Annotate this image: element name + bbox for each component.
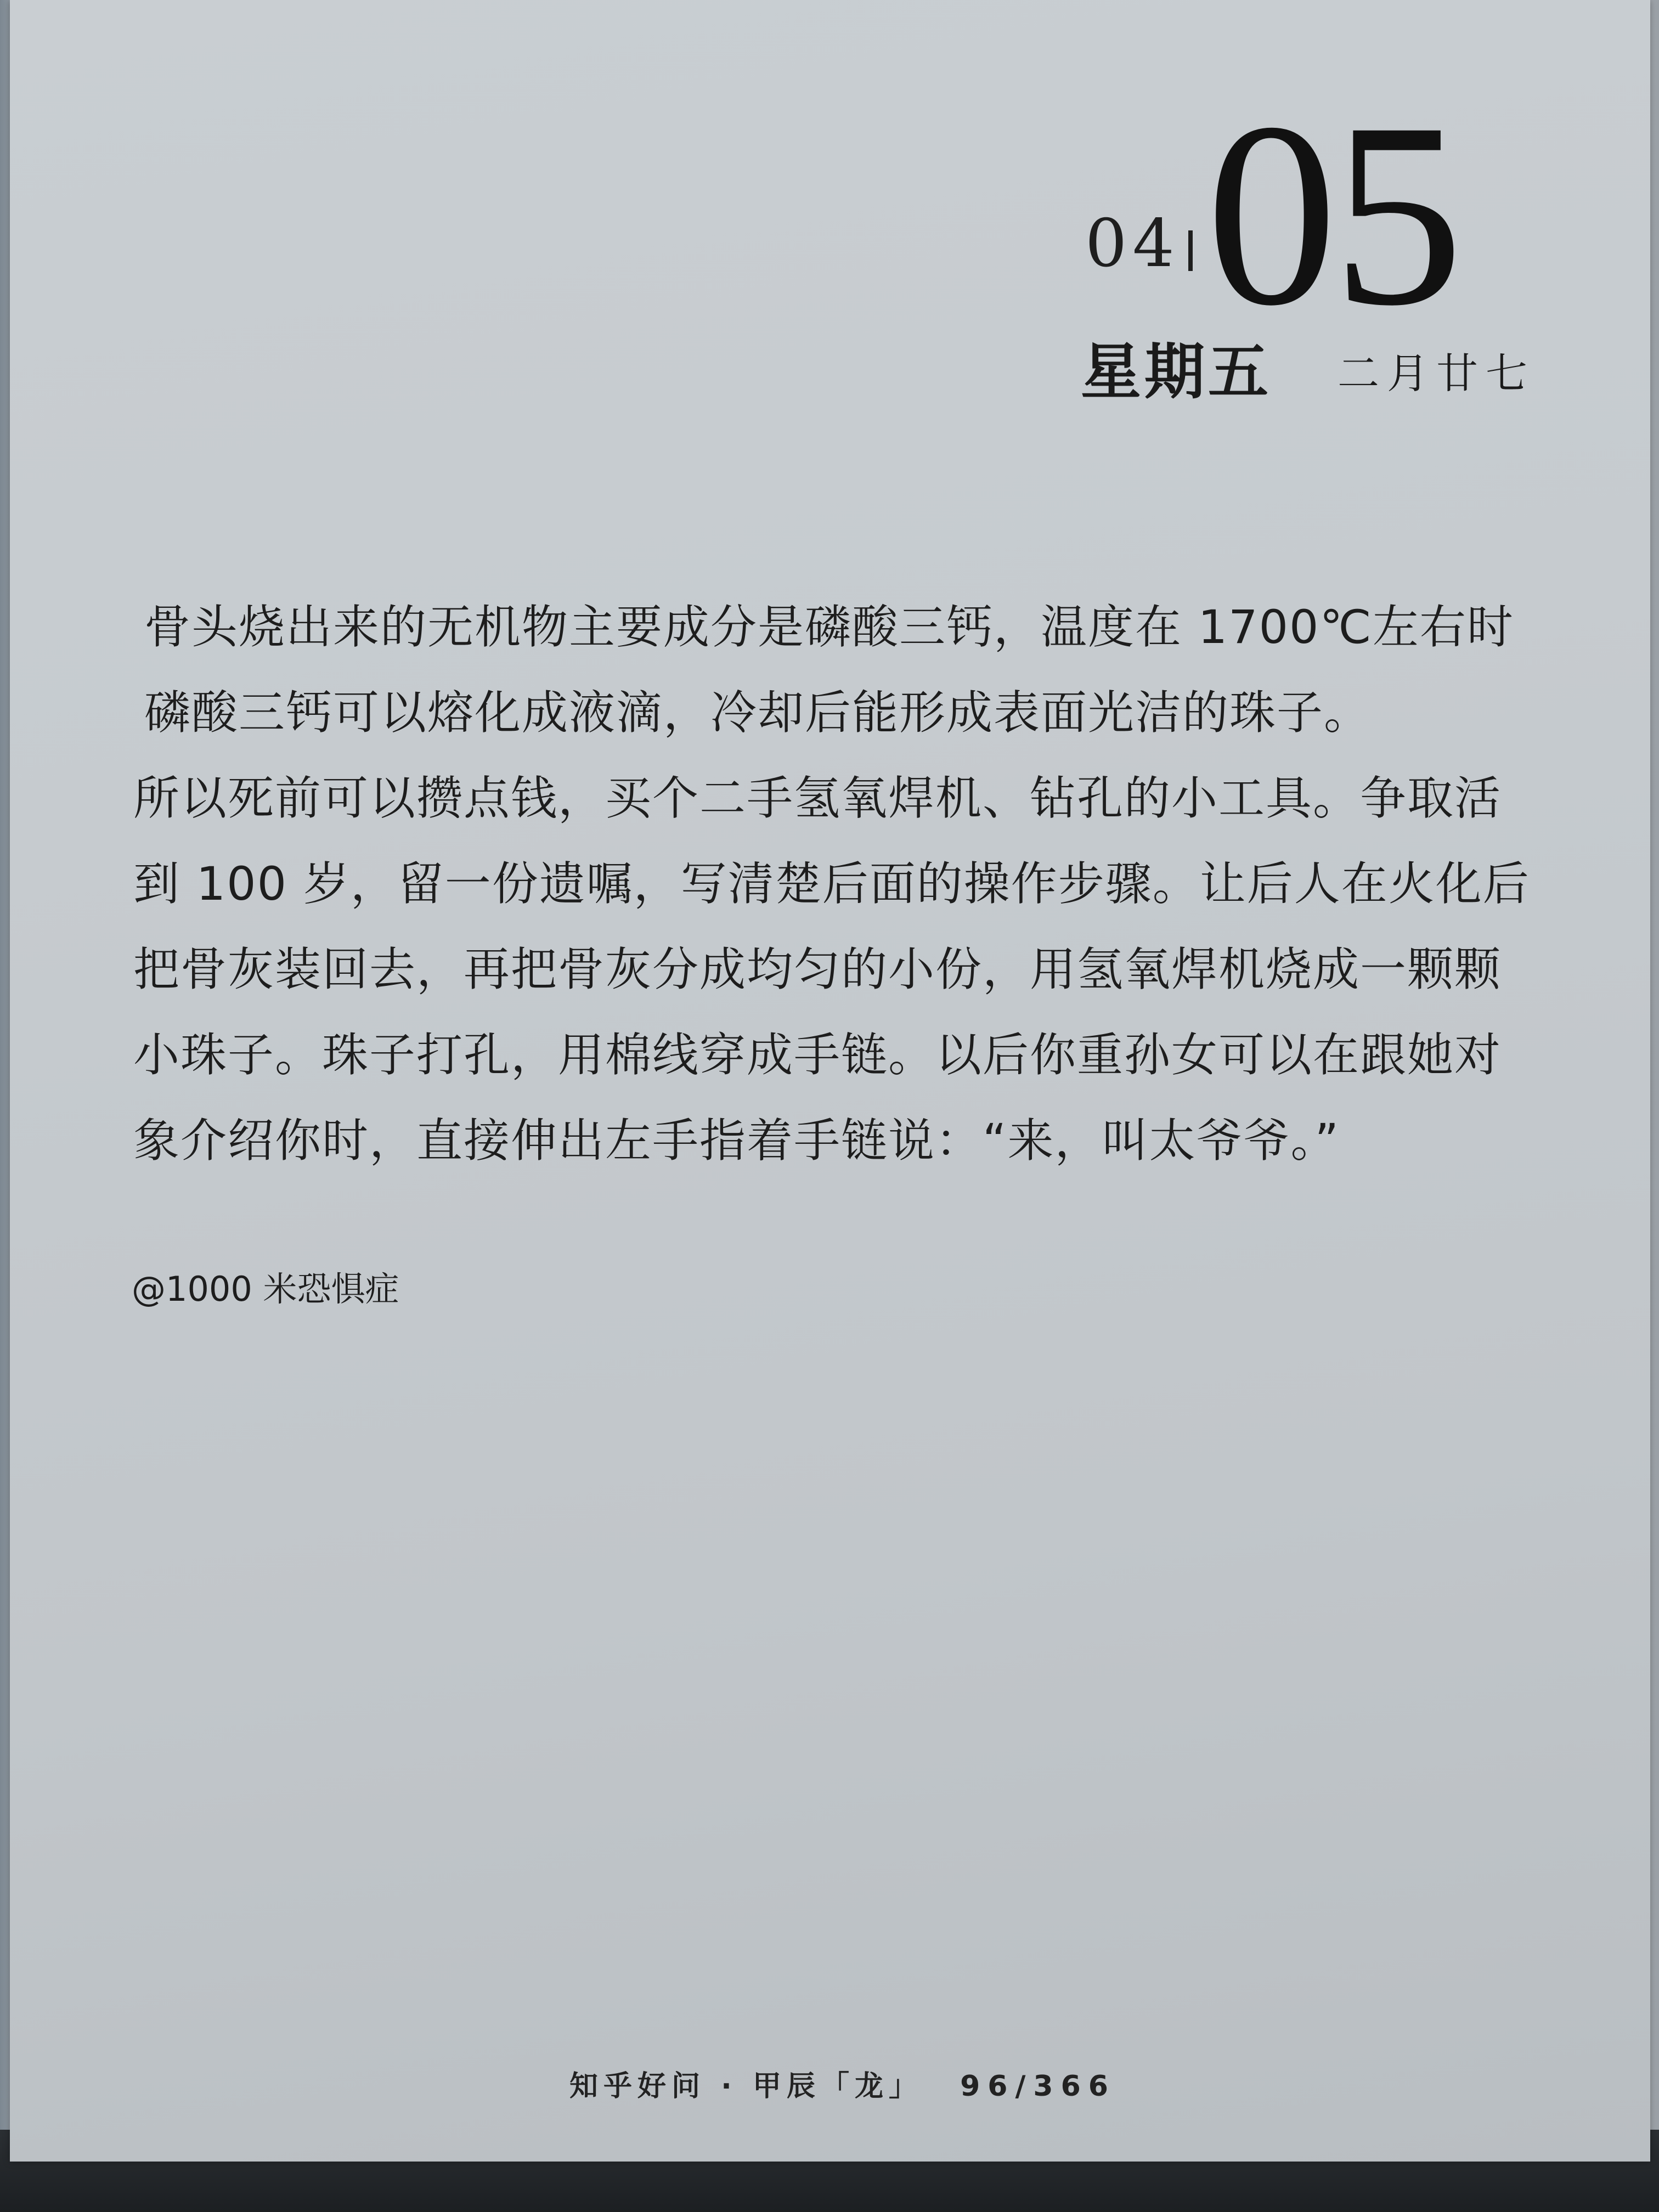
calendar-page: [10, 0, 1650, 2162]
month-day-divider: [1188, 230, 1193, 271]
quote-line: 小珠子。珠子打孔，用棉线穿成手链。以后你重孙女可以在跟她对: [133, 1028, 1502, 1082]
lunar-date: 二月廿七: [1338, 349, 1535, 398]
page-counter: 96/366: [960, 2070, 1116, 2103]
author-handle: @1000 米恐惧症: [132, 1269, 399, 1309]
day-number: 05: [1206, 68, 1458, 360]
quote-line: 把骨灰装回去，再把骨灰分成均匀的小份，用氢氧焊机烧成一颗颗: [133, 943, 1502, 996]
date-block: [1069, 68, 1551, 407]
quote-line: 象介绍你时，直接伸出左手指着手链说：“来，叫太爷爷。”: [133, 1114, 1340, 1167]
weekday-label: 星期五: [1081, 336, 1272, 407]
quote-body: [133, 584, 1604, 1183]
page-footer: [569, 2063, 1116, 2104]
quote-line: 磷酸三钙可以熔化成液滴，冷却后能形成表面光洁的珠子。: [144, 686, 1372, 740]
quote-line: 骨头烧出来的无机物主要成分是磷酸三钙，温度在 1700℃左右时: [144, 600, 1514, 654]
book-title: 知乎好问 · 甲辰「龙」: [569, 2070, 923, 2103]
quote-line: 所以死前可以攒点钱，买个二手氢氧焊机、钻孔的小工具。争取活: [133, 771, 1502, 825]
month-number: 04: [1085, 206, 1180, 282]
quote-line: 到 100 岁，留一份遗嘱，写清楚后面的操作步骤。让后人在火化后: [133, 857, 1530, 911]
